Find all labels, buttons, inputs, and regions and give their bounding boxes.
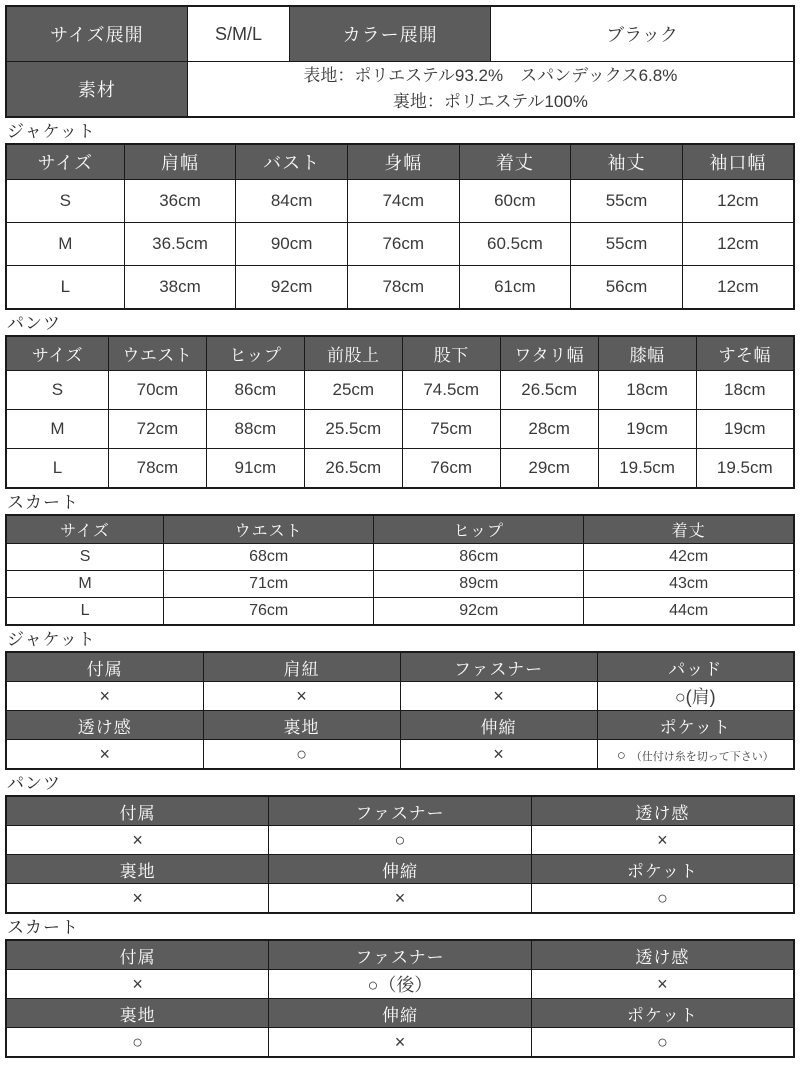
- size-row-l: [6, 449, 794, 489]
- feature-header: ポケット: [597, 711, 794, 740]
- material-label: 素材: [6, 62, 187, 118]
- feature-header: 伸縮: [269, 855, 532, 884]
- measurement-cell: 74.5cm: [402, 371, 500, 410]
- header-row: [6, 652, 794, 682]
- feature-value: ○: [531, 1028, 794, 1058]
- measurement-cell: 26.5cm: [500, 371, 598, 410]
- header-row: [6, 144, 794, 180]
- column-header: 袖丈: [571, 144, 683, 180]
- measurement-cell: 86cm: [374, 544, 584, 571]
- measurement-cell: 84cm: [236, 180, 348, 223]
- measurement-cell: 86cm: [206, 371, 304, 410]
- feature-header: 透け感: [531, 796, 794, 826]
- column-header: 着丈: [459, 144, 571, 180]
- measurement-cell: 76cm: [347, 223, 459, 266]
- material-composition: [188, 63, 793, 115]
- measurement-cell: 18cm: [598, 371, 696, 410]
- size-table-skirt: [5, 514, 795, 626]
- color-range-value: ブラック: [491, 6, 794, 62]
- measurement-cell: 76cm: [164, 598, 374, 626]
- feature-value: ×: [6, 740, 203, 770]
- size-cell: S: [6, 180, 124, 223]
- feature-value: ×: [269, 1028, 532, 1058]
- mark: ○: [616, 746, 626, 764]
- feature-header: 裏地: [6, 999, 269, 1028]
- value-row: [6, 740, 794, 770]
- measurement-cell: 42cm: [584, 544, 794, 571]
- column-header: 前股上: [304, 336, 402, 371]
- feature-header: ファスナー: [400, 652, 597, 682]
- header-row: [6, 711, 794, 740]
- mark-note: （仕付け糸を切って下さい）: [630, 750, 774, 763]
- info-row-material: [6, 62, 794, 118]
- section-label-pants: パンツ: [7, 314, 61, 333]
- measurement-cell: 92cm: [374, 598, 584, 626]
- feature-header: 透け感: [6, 711, 203, 740]
- measurement-cell: 12cm: [682, 223, 794, 266]
- size-table-pants: [5, 335, 795, 489]
- feature-header: 伸縮: [269, 999, 532, 1028]
- size-row-s: [6, 371, 794, 410]
- section-label-jacket: ジャケット: [7, 630, 96, 649]
- feature-header: 伸縮: [400, 711, 597, 740]
- size-cell: S: [6, 544, 164, 571]
- feature-value: ○: [531, 884, 794, 914]
- column-header: 袖口幅: [682, 144, 794, 180]
- feature-header: 付属: [6, 652, 203, 682]
- measurement-cell: 76cm: [402, 449, 500, 489]
- measurement-cell: 75cm: [402, 410, 500, 449]
- size-row-s: [6, 180, 794, 223]
- size-cell: L: [6, 598, 164, 626]
- feature-value: ○(肩): [597, 682, 794, 711]
- feature-header: 裏地: [203, 711, 400, 740]
- measurement-cell: 19.5cm: [696, 449, 794, 489]
- measurement-cell: 12cm: [682, 180, 794, 223]
- feature-header: 透け感: [531, 940, 794, 970]
- column-header: サイズ: [6, 336, 108, 371]
- column-header: 肩幅: [124, 144, 236, 180]
- measurement-cell: 90cm: [236, 223, 348, 266]
- detail-table-skirt: [5, 939, 795, 1058]
- column-header: サイズ: [6, 515, 164, 544]
- feature-header: 付属: [6, 940, 269, 970]
- column-header: バスト: [236, 144, 348, 180]
- section-label-skirt: スカート: [7, 918, 79, 937]
- measurement-cell: 18cm: [696, 371, 794, 410]
- feature-value: ×: [400, 682, 597, 711]
- measurement-cell: 26.5cm: [304, 449, 402, 489]
- measurement-cell: 55cm: [571, 223, 683, 266]
- feature-header: ポケット: [531, 855, 794, 884]
- measurement-cell: 43cm: [584, 571, 794, 598]
- size-cell: L: [6, 266, 124, 310]
- measurement-cell: 36cm: [124, 180, 236, 223]
- size-tables-group: [5, 119, 795, 626]
- header-row: [6, 336, 794, 371]
- feature-value: ×: [531, 970, 794, 999]
- header-row: [6, 515, 794, 544]
- size-cell: S: [6, 371, 108, 410]
- material-value: [187, 62, 794, 118]
- measurement-cell: 74cm: [347, 180, 459, 223]
- measurement-cell: 28cm: [500, 410, 598, 449]
- size-row-l: [6, 266, 794, 310]
- column-header: ウエスト: [108, 336, 206, 371]
- feature-value: ○（後）: [269, 970, 532, 999]
- header-row: [6, 855, 794, 884]
- size-row-l: [6, 598, 794, 626]
- size-row-m: [6, 410, 794, 449]
- feature-value: ×: [531, 826, 794, 855]
- material-outer-fabric: 表地：ポリエステル93.2% スパンデックス6.8%: [303, 66, 678, 85]
- size-row-m: [6, 571, 794, 598]
- column-header: ワタリ幅: [500, 336, 598, 371]
- measurement-cell: 91cm: [206, 449, 304, 489]
- measurement-cell: 44cm: [584, 598, 794, 626]
- size-table-jacket: [5, 143, 795, 310]
- column-header: 身幅: [347, 144, 459, 180]
- measurement-cell: 68cm: [164, 544, 374, 571]
- feature-value: ○: [6, 1028, 269, 1058]
- feature-header: 裏地: [6, 855, 269, 884]
- measurement-cell: 71cm: [164, 571, 374, 598]
- measurement-cell: 61cm: [459, 266, 571, 310]
- section-label-jacket: ジャケット: [7, 122, 96, 141]
- header-row: [6, 999, 794, 1028]
- measurement-cell: 25.5cm: [304, 410, 402, 449]
- size-range-value: S/M/L: [187, 6, 289, 62]
- feature-value: ×: [6, 970, 269, 999]
- measurement-cell: 25cm: [304, 371, 402, 410]
- measurement-cell: 19cm: [598, 410, 696, 449]
- size-row-s: [6, 544, 794, 571]
- measurement-cell: 19cm: [696, 410, 794, 449]
- size-cell: M: [6, 571, 164, 598]
- size-row-m: [6, 223, 794, 266]
- feature-header: ファスナー: [269, 796, 532, 826]
- feature-value: ×: [203, 682, 400, 711]
- feature-value: [597, 740, 794, 770]
- measurement-cell: 92cm: [236, 266, 348, 310]
- column-header: サイズ: [6, 144, 124, 180]
- measurement-cell: 89cm: [374, 571, 584, 598]
- size-cell: L: [6, 449, 108, 489]
- feature-header: ポケット: [531, 999, 794, 1028]
- measurement-cell: 29cm: [500, 449, 598, 489]
- feature-value: ×: [6, 826, 269, 855]
- column-header: ヒップ: [206, 336, 304, 371]
- measurement-cell: 38cm: [124, 266, 236, 310]
- header-row: [6, 940, 794, 970]
- feature-value: ×: [6, 884, 269, 914]
- measurement-cell: 70cm: [108, 371, 206, 410]
- value-row: [6, 1028, 794, 1058]
- feature-value: ○: [269, 826, 532, 855]
- value-row: [6, 970, 794, 999]
- feature-header: ファスナー: [269, 940, 532, 970]
- column-header: ウエスト: [164, 515, 374, 544]
- measurement-cell: 19.5cm: [598, 449, 696, 489]
- product-info-table: [5, 5, 795, 118]
- measurement-cell: 60cm: [459, 180, 571, 223]
- detail-table-jacket: [5, 651, 795, 770]
- feature-header: 肩紐: [203, 652, 400, 682]
- material-lining: 裏地：ポリエステル100%: [392, 92, 588, 111]
- measurement-cell: 78cm: [347, 266, 459, 310]
- measurement-cell: 36.5cm: [124, 223, 236, 266]
- column-header: 膝幅: [598, 336, 696, 371]
- measurement-cell: 60.5cm: [459, 223, 571, 266]
- detail-table-pants: [5, 795, 795, 914]
- feature-value: ×: [6, 682, 203, 711]
- measurement-cell: 55cm: [571, 180, 683, 223]
- column-header: ヒップ: [374, 515, 584, 544]
- value-row: [6, 826, 794, 855]
- size-cell: M: [6, 223, 124, 266]
- value-row: [6, 884, 794, 914]
- measurement-cell: 72cm: [108, 410, 206, 449]
- size-cell: M: [6, 410, 108, 449]
- measurement-cell: 56cm: [571, 266, 683, 310]
- column-header: 股下: [402, 336, 500, 371]
- measurement-cell: 78cm: [108, 449, 206, 489]
- section-label-skirt: スカート: [7, 493, 79, 512]
- feature-header: 付属: [6, 796, 269, 826]
- feature-header: パッド: [597, 652, 794, 682]
- measurement-cell: 88cm: [206, 410, 304, 449]
- feature-value: ×: [400, 740, 597, 770]
- info-row-size-color: [6, 6, 794, 62]
- section-label-pants: パンツ: [7, 774, 61, 793]
- detail-tables-group: [5, 627, 795, 1058]
- value-row: [6, 682, 794, 711]
- feature-value: ○: [203, 740, 400, 770]
- column-header: すそ幅: [696, 336, 794, 371]
- header-row: [6, 796, 794, 826]
- measurement-cell: 12cm: [682, 266, 794, 310]
- size-range-label: サイズ展開: [6, 6, 187, 62]
- feature-value: ×: [269, 884, 532, 914]
- color-range-label: カラー展開: [290, 6, 491, 62]
- column-header: 着丈: [584, 515, 794, 544]
